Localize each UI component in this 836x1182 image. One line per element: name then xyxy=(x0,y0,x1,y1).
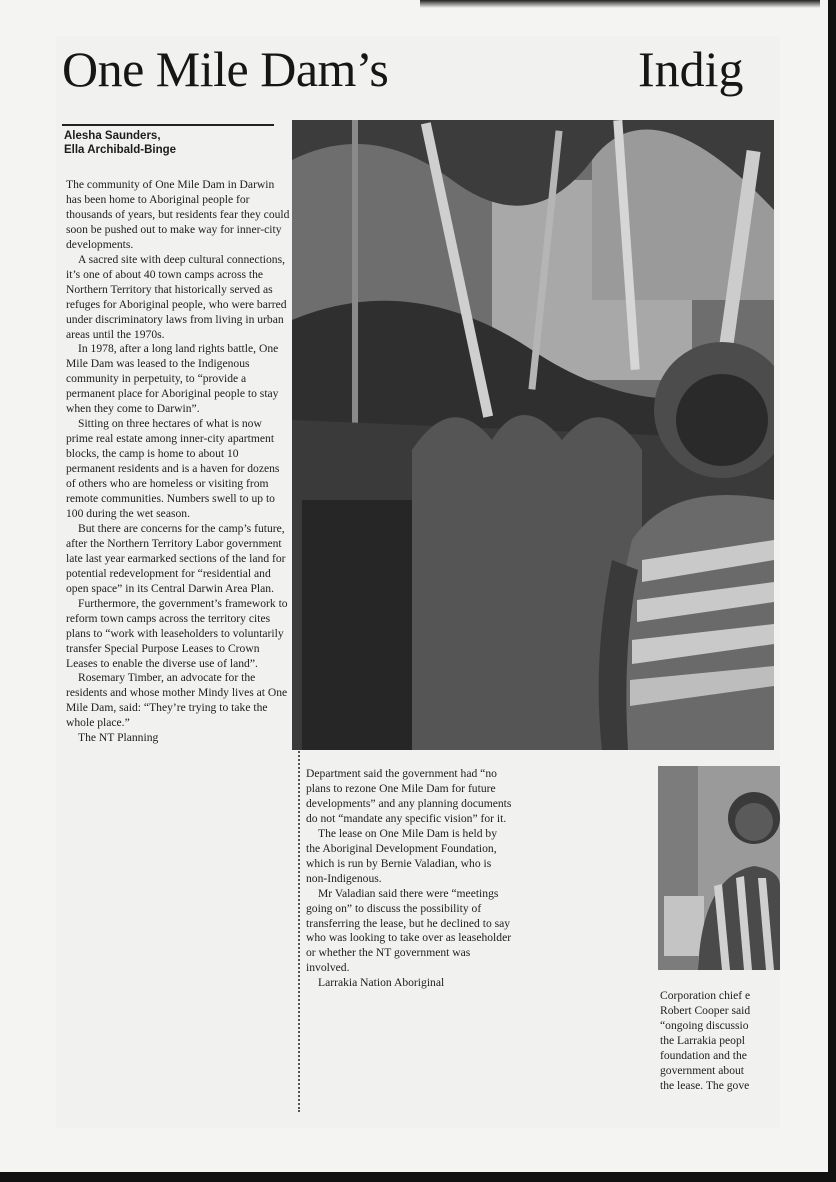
text-line: foundation and the xyxy=(660,1048,747,1062)
paragraph: In 1978, after a long land rights battle, One Mile Dam was leased to the Indigenous community in perpetuity, to “provide a permanent place for Aboriginal people to stay when they come to Darwin”. xyxy=(66,342,279,416)
paragraph: Rosemary Timber, an advocate for the residents and whose mother Mindy lives at One Mile Dam, said: “They’re trying to take the whole place.” xyxy=(66,671,288,730)
paragraph: Furthermore, the government’s framework to reform town camps across the territory cites plans to “work with leaseholders to voluntarily transfer Special Purpose Leases to Crown Leases to enable the diverse use of land”. xyxy=(66,596,288,670)
paragraph: Department said the government had “no plans to rezone One Mile Dam for future developments” and any planning documents do not “mandate any specific vision” for it. xyxy=(306,767,512,825)
byline-author-2: Ella Archibald-Binge xyxy=(64,144,177,156)
paragraph: A sacred site with deep cultural connections, it’s one of about 40 town camps across the Northern Territory that historically served as refuges for Aboriginal people, who were barred under discriminatory laws from living in urban areas until the 1970s. xyxy=(66,252,287,341)
inset-photo-image xyxy=(658,766,780,970)
paragraph: The lease on One Mile Dam is held by the Aboriginal Development Foundation, which is run by Bernie Valadian, who is non-Indigenous. xyxy=(306,826,498,885)
text-line: the lease. The gove xyxy=(660,1078,750,1092)
article-column-1 xyxy=(66,178,290,746)
paragraph: Larrakia Nation Aboriginal xyxy=(318,976,445,990)
text-line: the Larrakia peopl xyxy=(660,1033,745,1047)
paragraph: Mr Valadian said there were “meetings going on” to discuss the possibility of transferring the lease, but he declined to say who was looking to take over as leaseholder or whether the NT government was involved. xyxy=(306,886,512,975)
headline: One Mile Dam’s xyxy=(62,41,389,97)
text-line: Corporation chief e xyxy=(660,989,751,1002)
article-page xyxy=(56,36,780,1128)
headline-continued: Indig xyxy=(638,41,744,97)
text-line: “ongoing discussio xyxy=(660,1018,749,1032)
byline-rule xyxy=(62,124,274,126)
scan-edge xyxy=(0,1172,836,1182)
main-photo xyxy=(292,120,774,750)
text-line: government about xyxy=(660,1063,745,1077)
main-photo-image xyxy=(292,120,774,750)
article-column-3 xyxy=(660,989,780,1094)
paragraph: The community of One Mile Dam in Darwin has been home to Aboriginal people for thousands of years, but residents fear they could soon be pushed out to make way for inner-city developments. xyxy=(66,178,290,251)
article-column-2 xyxy=(306,767,514,991)
byline-author-1: Alesha Saunders, xyxy=(64,130,161,142)
paragraph: Sitting on three hectares of what is now prime real estate among inner-city apartment blocks, the camp is home to about 10 permanent residents and is a haven for dozens of others who are homeless or visiting from remote communities. Numbers swell to up to 100 during the wet season. xyxy=(66,417,280,520)
byline xyxy=(64,129,284,157)
scan-shadow xyxy=(420,0,820,8)
paragraph: The NT Planning xyxy=(78,731,159,745)
text-line: Robert Cooper said xyxy=(660,1003,751,1017)
inset-photo xyxy=(658,766,780,970)
paragraph: But there are concerns for the camp’s future, after the Northern Territory Labor government late last year earmarked sections of the land for potential redevelopment for “residential and open space” in its Central Darwin Area Plan. xyxy=(66,521,286,595)
